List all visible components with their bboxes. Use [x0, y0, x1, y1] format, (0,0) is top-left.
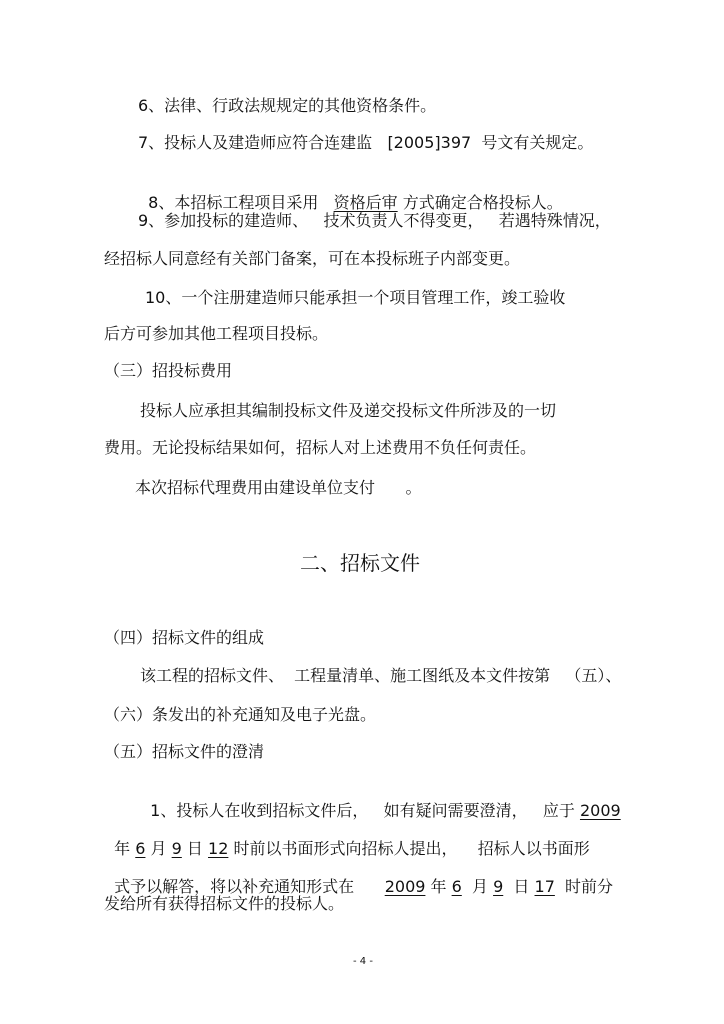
text-segment: 8、本招标工程项目采用: [148, 193, 334, 212]
text-line: 10、一个注册建造师只能承担一个项目管理工作，竣工验收: [145, 288, 566, 307]
text-line: [104, 819, 590, 859]
text-line: 9、参加投标的建造师、 技术负责人不得变更， 若遇特殊情况，: [138, 211, 611, 230]
text-line: 该工程的招标文件、 工程量清单、施工图纸及本文件按第 （五）、: [140, 666, 622, 685]
text-line: [138, 173, 563, 213]
text-segment: 年: [425, 877, 452, 896]
underlined-fill: 9: [171, 839, 182, 858]
text-line: （六）条发出的补充通知及电子光盘。: [104, 705, 377, 724]
text-line: 6、法律、行政法规规定的其他资格条件。: [138, 96, 437, 115]
subsection-heading: （五）招标文件的澄清: [104, 742, 265, 761]
text-line: 经招标人同意经有关部门备案，可在本投标班子内部变更。: [104, 249, 521, 268]
underlined-fill: 9: [493, 877, 504, 896]
text-segment: 时前以书面形式向招标人提出， 招标人以书面形: [228, 839, 590, 858]
text-line: 本次招标代理费用由建设单位支付 。: [135, 478, 422, 497]
underlined-fill: 2009: [384, 877, 426, 896]
underlined-fill: 6: [451, 877, 462, 896]
subsection-heading: （三）招投标费用: [104, 361, 233, 380]
text-segment: 式予以解答，将以补充通知形式在: [114, 877, 385, 896]
text-line: [104, 857, 613, 897]
text-segment: 月: [461, 877, 494, 896]
page-number: - 4 -: [353, 956, 373, 967]
text-line: 费用。无论投标结果如何，招标人对上述费用不负任何责任。: [104, 438, 537, 457]
text-segment: 日: [503, 877, 535, 896]
text-segment: 方式确定合格投标人。: [397, 193, 563, 212]
text-line: 后方可参加其他工程项目投标。: [104, 324, 329, 343]
text-segment: 月: [145, 839, 172, 858]
text-segment: 日: [181, 839, 209, 858]
text-line: 7、投标人及建造师应符合连建监 [2005]397 号文有关规定。: [138, 133, 594, 152]
text-line: 发给所有获得招标文件的投标人。: [104, 894, 345, 913]
text-segment: 1、投标人在收到招标文件后， 如有疑问需要澄清， 应于: [150, 801, 580, 820]
text-line: 投标人应承担其编制投标文件及递交投标文件所涉及的一切: [140, 401, 557, 420]
section-title: 二、招标文件: [300, 551, 420, 575]
subsection-heading: （四）招标文件的组成: [104, 628, 265, 647]
underlined-fill: 6: [135, 839, 146, 858]
underlined-fill: 17: [534, 877, 555, 896]
text-segment: 时前分: [554, 877, 614, 896]
underlined-fill: 资格后审: [333, 193, 398, 212]
text-line: [140, 781, 621, 821]
underlined-fill: 12: [208, 839, 229, 858]
underlined-fill: 2009: [579, 801, 621, 820]
text-segment: 年: [114, 839, 136, 858]
